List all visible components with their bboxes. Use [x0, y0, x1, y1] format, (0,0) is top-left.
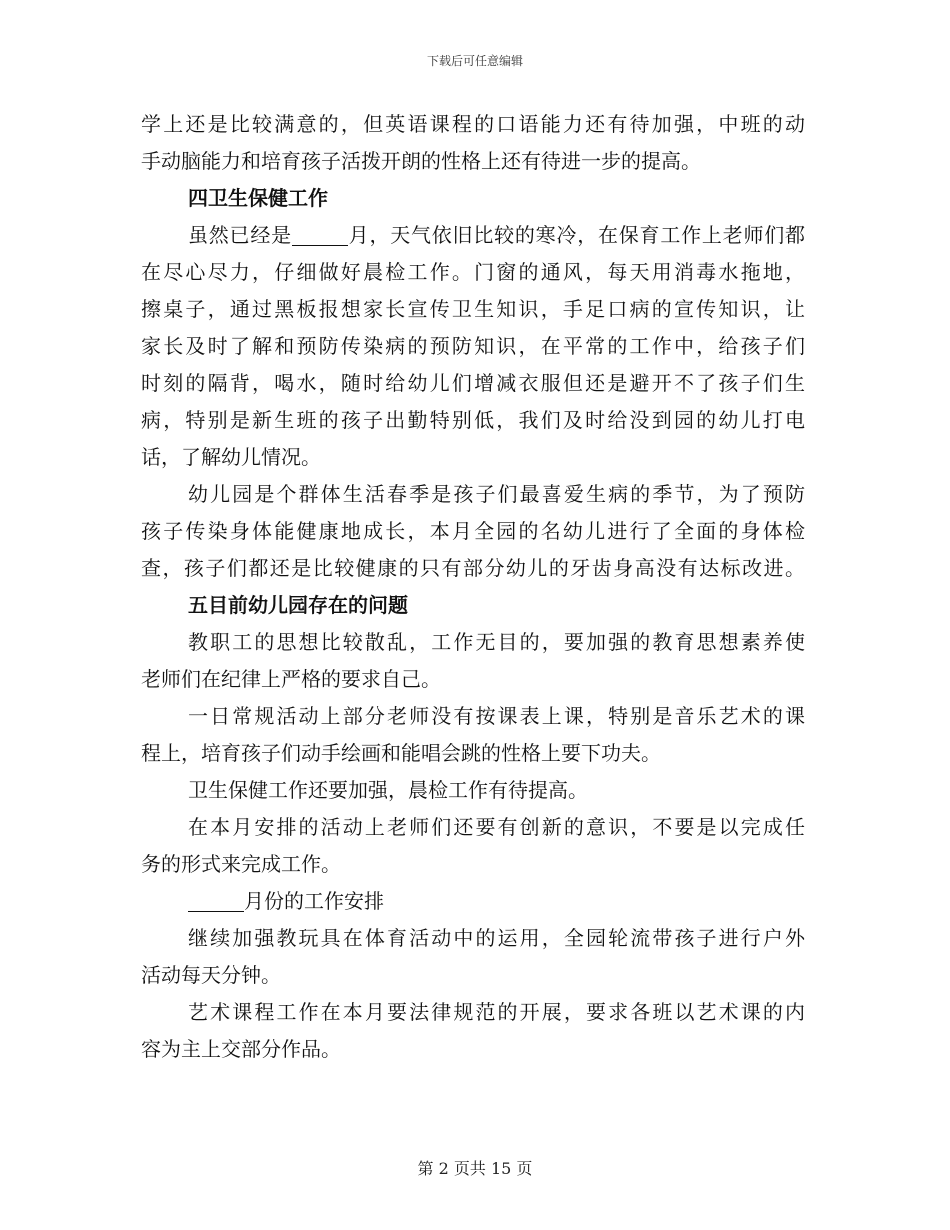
paragraph-line: 学上还是比较满意的，但英语课程的口语能力还有待加强，中班的动: [141, 112, 805, 136]
paragraph-line: 在本月安排的活动上老师们还要有创新的意识，不要是以完成任: [188, 815, 805, 839]
paragraph-line: [141, 883, 805, 920]
paragraph-line: 幼儿园是个群体生活春季是孩子们最喜爱生病的季节，为了预防: [188, 482, 805, 506]
paragraph-line: 活动每天分钟。: [141, 963, 281, 987]
paragraph-line: 查，孩子们都还是比较健康的只有部分幼儿的牙齿身高没有达标改进。: [141, 556, 805, 580]
page-number: 第 2 页共 15 页: [417, 1159, 533, 1178]
paragraph-line: 教职工的思想比较散乱，工作无目的，要加强的教育思想素养使: [188, 630, 805, 654]
paragraph-line: 卫生保健工作还要加强，晨检工作有待提高。: [188, 778, 588, 802]
fill-in-blank: [292, 221, 348, 246]
paragraph-line: 在尽心尽力，仔细做好晨检工作。门窗的通风，每天用消毒水拖地，: [141, 260, 805, 284]
text-segment: 月份的工作安排: [244, 889, 384, 913]
paragraph-line: 手动脑能力和培育孩子活拨开朗的性格上还有待进一步的提高。: [141, 149, 701, 173]
paragraph-line: 擦桌子，通过黑板报想家长宣传卫生知识，手足口病的宣传知识，让: [141, 297, 805, 321]
text-segment: 虽然已经是: [188, 223, 292, 247]
paragraph-line: 一日常规活动上部分老师没有按课表上课，特别是音乐艺术的课: [188, 704, 805, 728]
paragraph-line: 家长及时了解和预防传染病的预防知识，在平常的工作中，给孩子们: [141, 334, 805, 358]
text-segment: 月，天气依旧比较的寒冷，在保育工作上老师们都: [347, 223, 805, 247]
paragraph-line: 程上，培育孩子们动手绘画和能唱会跳的性格上要下功夫。: [141, 741, 661, 765]
paragraph-line: 孩子传染身体能健康地成长，本月全园的名幼儿进行了全面的身体检: [141, 519, 805, 543]
section-heading: 五目前幼儿园存在的问题: [188, 593, 408, 617]
paragraph-line: [141, 217, 805, 254]
document-body: [141, 106, 805, 1068]
paragraph-line: 话，了解幼儿情况。: [141, 445, 321, 469]
section-heading: 四卫生保健工作: [188, 186, 328, 210]
paragraph-line: 时刻的隔背，喝水，随时给幼儿们增减衣服但还是避开不了孩子们生: [141, 371, 805, 395]
page-header: 下载后可任意编辑: [426, 54, 523, 68]
paragraph-line: 务的形式来完成工作。: [141, 852, 341, 876]
paragraph-line: 继续加强教玩具在体育活动中的运用，全园轮流带孩子进行户外: [188, 926, 805, 950]
paragraph-line: 容为主上交部分作品。: [141, 1037, 341, 1061]
fill-in-blank: [188, 887, 244, 912]
paragraph-line: 艺术课程工作在本月要法律规范的开展，要求各班以艺术课的内: [188, 1000, 805, 1024]
paragraph-line: 老师们在纪律上严格的要求自己。: [141, 667, 441, 691]
paragraph-line: 病，特别是新生班的孩子出勤特别低，我们及时给没到园的幼儿打电: [141, 408, 805, 432]
